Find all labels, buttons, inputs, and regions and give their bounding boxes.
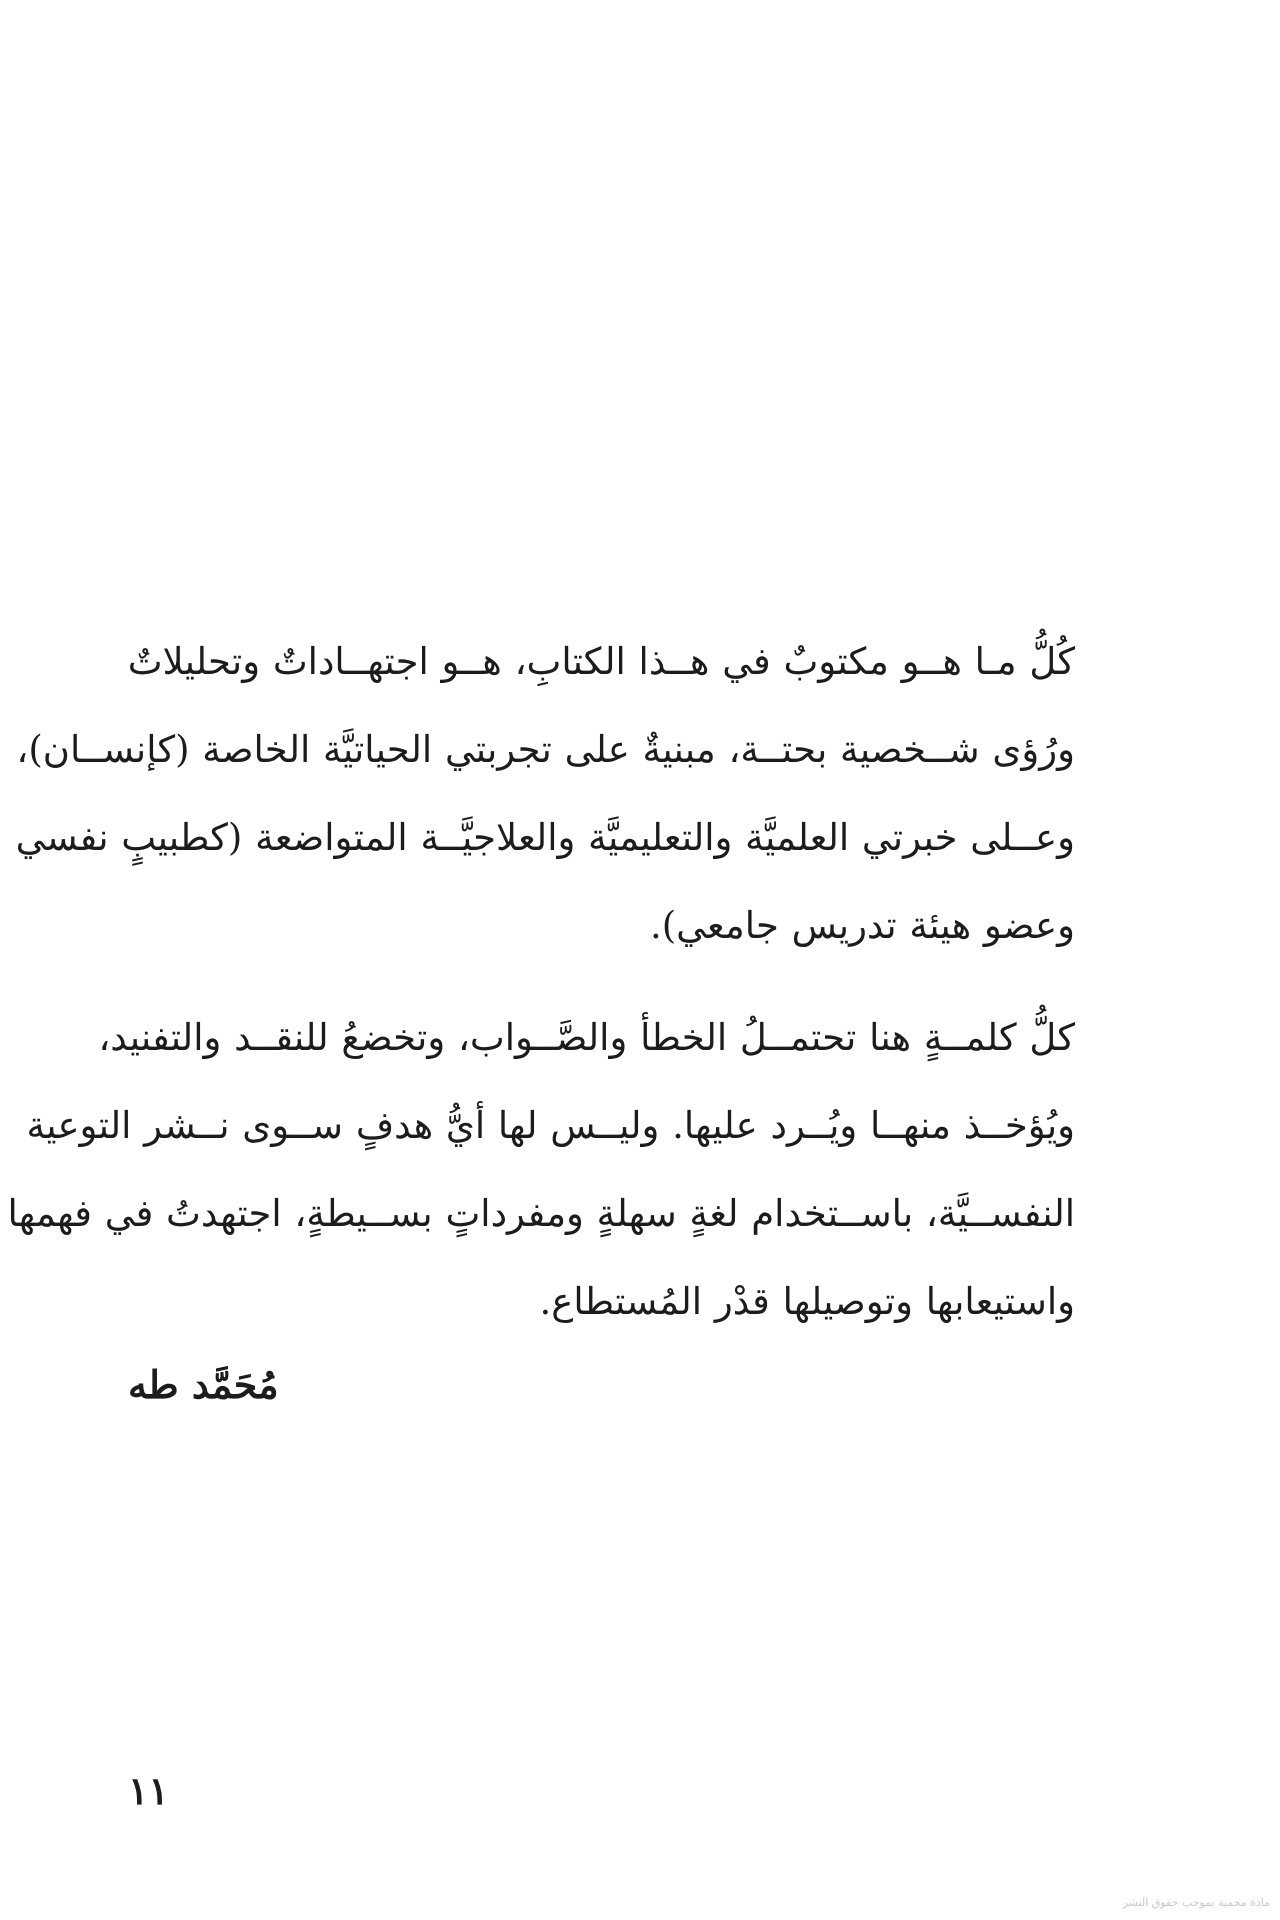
paragraph-2-line-3: النفســيَّة، باســتخدام لغةٍ سهلةٍ ومفرداتٍ بســيطةٍ، اجتهدتُ في فهمها [7,1192,1075,1235]
paragraph-2-line-1: كلُّ كلمــةٍ هنا تحتمــلُ الخطأ والصَّــواب، وتخضعُ للنقــد والتفنيد، [98,1016,1075,1059]
paragraph-1-line-4: وعضو هيئة تدريس جامعي). [649,904,1075,947]
paragraph-2-line-4: واستيعابها وتوصيلها قدْر المُستطاع. [539,1280,1075,1323]
page-number: ١١ [128,1768,169,1813]
paragraph-1-line-1: كُلُّ مـا هــو مكتوبٌ في هــذا الكتابِ، هــو اجتهــاداتٌ وتحليلاتٌ [127,640,1075,683]
author-signature: مُحَمَّد طه [128,1362,279,1407]
copyright-watermark: مادة محمية بموجب حقوق النشر [1122,1896,1270,1909]
body-text [7,618,1075,1346]
paragraph-2-line-2: ويُؤخــذ منهــا ويُــرد عليها. وليــس لها أيُّ هدفٍ ســوى نــشر التوعية [26,1104,1075,1147]
paragraph-1-line-3: وعــلى خبرتي العلميَّة والتعليميَّة والعلاجيَّــة المتواضعة (كطبيبٍ نفسي [15,816,1075,859]
paragraph-1-line-2: ورُؤى شــخصية بحتــة، مبنيةٌ على تجربتي الحياتيَّة الخاصة (كإنســان)، [16,728,1075,771]
paragraph-2 [7,994,1075,1346]
paragraph-1 [15,618,1075,970]
